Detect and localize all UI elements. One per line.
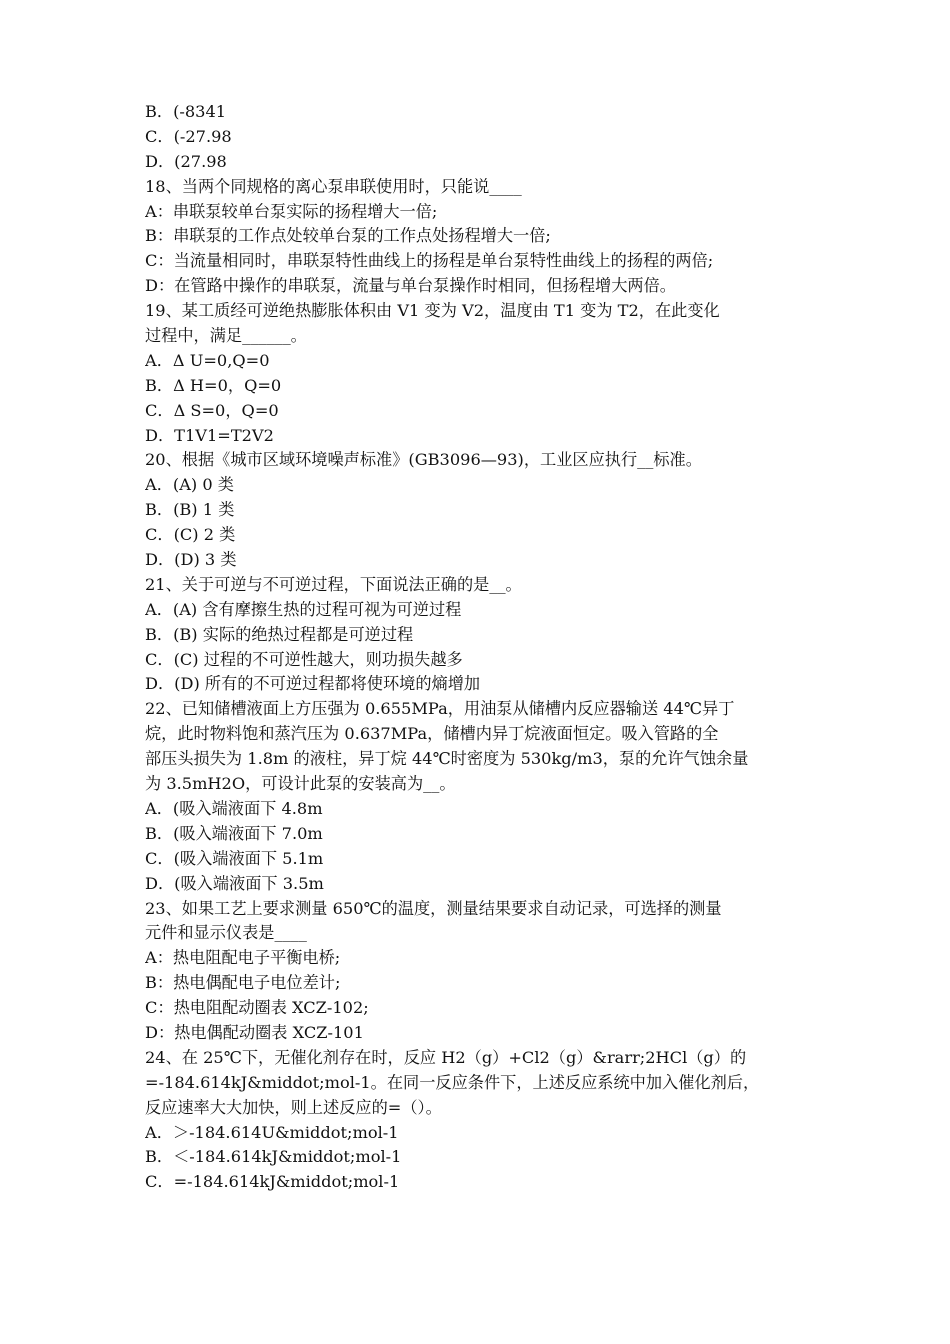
- q19-stem-2: 过程中，满足______。: [145, 326, 307, 346]
- q24-option-c: C．=-184.614kJ&middot;mol-1: [145, 1172, 400, 1192]
- q21-option-a: A．(A) 含有摩擦生热的过程可视为可逆过程: [145, 599, 462, 619]
- q23-option-c: C：热电阻配动圈表 XCZ-102;: [145, 998, 369, 1018]
- q18-option-c: C：当流量相同时，串联泵特性曲线上的扬程是单台泵特性曲线上的扬程的两倍;: [145, 251, 714, 271]
- q18-option-b: B：串联泵的工作点处较单台泵的工作点处扬程增大一倍;: [145, 226, 551, 246]
- q18-option-d: D：在管路中操作的串联泵，流量与单台泵操作时相同，但扬程增大两倍。: [145, 276, 676, 296]
- q21-option-c: C．(C) 过程的不可逆性越大，则功损失越多: [145, 649, 463, 669]
- q17-option-b: B．(-8341: [145, 102, 227, 121]
- q22-option-d: D．(吸入端液面下 3.5m: [145, 873, 324, 893]
- q19-option-a: A．Δ U=0,Q=0: [145, 350, 270, 370]
- q21-option-d: D．(D) 所有的不可逆过程都将使环境的熵增加: [145, 674, 481, 694]
- q20-stem: 20、根据《城市区域环境噪声标准》(GB3096—93)，工业区应执行__标准。: [145, 450, 702, 470]
- q24-stem-1: 24、在 25℃下，无催化剂存在时，反应 H2（g）+Cl2（g）&rarr;2HCl（g）的: [145, 1047, 747, 1067]
- document-page: [145, 100, 815, 1195]
- q19-option-c: C．Δ S=0，Q=0: [145, 400, 279, 420]
- q23-option-d: D：热电偶配动圈表 XCZ-101: [145, 1022, 364, 1042]
- q23-option-b: B：热电偶配电子电位差计;: [145, 973, 341, 993]
- q20-option-d: D．(D) 3 类: [145, 550, 237, 570]
- q17-option-d: D．(27.98: [145, 151, 227, 171]
- q22-stem-2: 烷，此时物料饱和蒸汽压为 0.637MPa，储槽内异丁烷液面恒定。吸入管路的全: [145, 724, 719, 744]
- q21-option-b: B．(B) 实际的绝热过程都是可逆过程: [145, 624, 414, 644]
- q18-stem: 18、当两个同规格的离心泵串联使用时，只能说____: [145, 176, 522, 196]
- q23-option-a: A：热电阻配电子平衡电桥;: [145, 948, 341, 968]
- q22-option-b: B．(吸入端液面下 7.0m: [145, 823, 323, 843]
- q22-option-a: A．(吸入端液面下 4.8m: [145, 798, 323, 818]
- q22-option-c: C．(吸入端液面下 5.1m: [145, 848, 324, 868]
- q19-stem-1: 19、某工质经可逆绝热膨胀体积由 V1 变为 V2，温度由 T1 变为 T2，在此变化: [145, 301, 720, 321]
- q24-stem-2: =-184.614kJ&middot;mol-1。在同一反应条件下，上述反应系统中加入催化剂后，: [145, 1072, 760, 1092]
- q18-option-a: A：串联泵较单台泵实际的扬程增大一倍;: [145, 201, 438, 221]
- q20-option-b: B．(B) 1 类: [145, 500, 235, 520]
- q19-option-b: B．Δ H=0，Q=0: [145, 375, 282, 395]
- q20-option-c: C．(C) 2 类: [145, 525, 236, 545]
- q22-stem-1: 22、已知储槽液面上方压强为 0.655MPa，用油泵从储槽内反应器输送 44℃异丁: [145, 699, 735, 719]
- q17-option-c: C．(-27.98: [145, 126, 232, 146]
- q24-option-a: A．＞-184.614U&middot;mol-1: [145, 1122, 399, 1142]
- q19-option-d: D．T1V1=T2V2: [145, 425, 274, 445]
- q24-option-b: B．＜-184.614kJ&middot;mol-1: [145, 1147, 402, 1167]
- q23-stem-1: 23、如果工艺上要求测量 650℃的温度，测量结果要求自动记录，可选择的测量: [145, 898, 722, 918]
- q22-stem-3: 部压头损失为 1.8m 的液柱，异丁烷 44℃时密度为 530kg/m3，泵的允许气蚀余量: [145, 749, 749, 769]
- q20-option-a: A．(A) 0 类: [145, 475, 234, 495]
- q22-stem-4: 为 3.5mH2O，可设计此泵的安装高为__。: [145, 774, 456, 794]
- q23-stem-2: 元件和显示仪表是____: [145, 923, 307, 943]
- q21-stem: 21、关于可逆与不可逆过程，下面说法正确的是__。: [145, 574, 522, 594]
- q24-stem-3: 反应速率大大加快，则上述反应的=（）。: [145, 1097, 442, 1117]
